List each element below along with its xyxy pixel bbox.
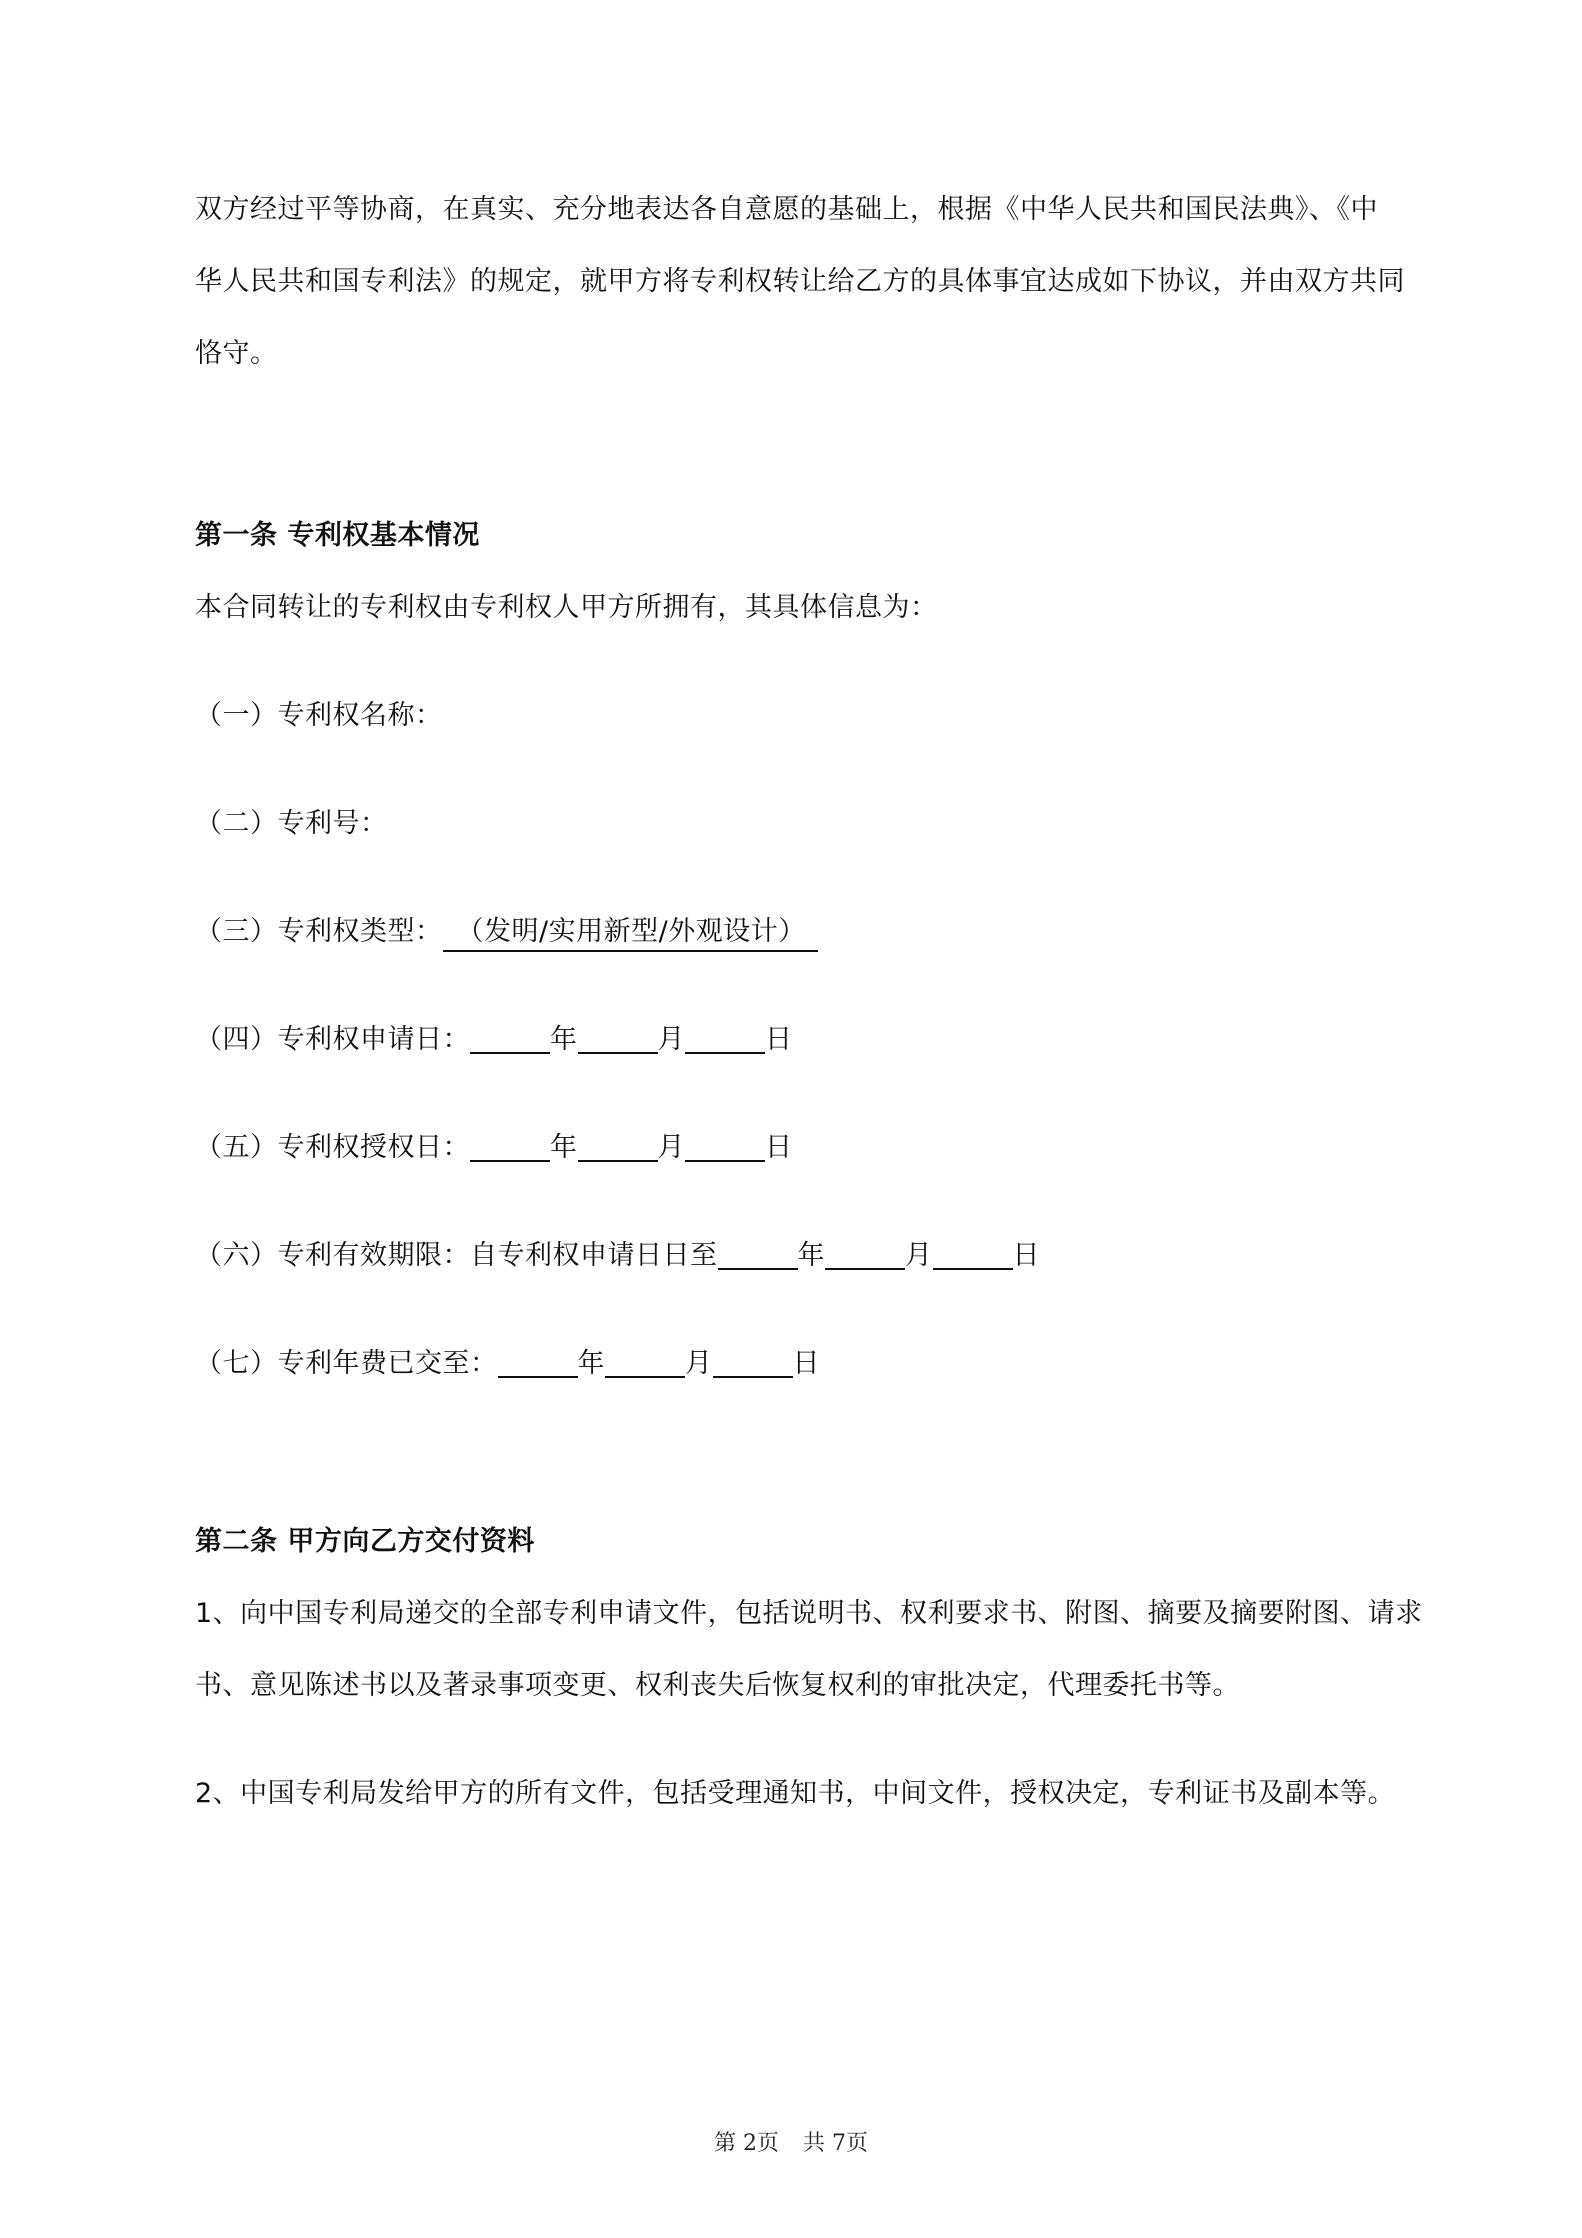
day-unit: 日	[792, 1348, 820, 1379]
validity-year-blank	[718, 1238, 798, 1270]
day-unit: 日	[765, 1132, 793, 1163]
grant-year-blank	[470, 1130, 550, 1162]
patent-number-label: （二）专利号：	[195, 808, 388, 839]
fee-day-blank	[713, 1346, 793, 1378]
month-unit: 月	[657, 1132, 685, 1163]
page-total: 共 7页	[803, 2131, 868, 2156]
year-unit: 年	[550, 1132, 578, 1163]
year-unit: 年	[550, 1024, 578, 1055]
month-unit: 月	[657, 1024, 685, 1055]
annual-fee-label: （七）专利年费已交至：	[195, 1348, 498, 1379]
fee-month-blank	[605, 1346, 685, 1378]
month-unit: 月	[685, 1348, 713, 1379]
article-2-item-2: 2、中国专利局发给甲方的所有文件，包括受理通知书，中间文件，授权决定，专利证书及副本等。	[195, 1778, 1396, 1809]
validity-month-blank	[825, 1238, 905, 1270]
annual-fee-field	[195, 1346, 820, 1382]
patent-name-label: （一）专利权名称：	[195, 700, 443, 731]
patent-type-label: （三）专利权类型：	[195, 916, 443, 947]
apply-day-blank	[685, 1022, 765, 1054]
patent-name-field	[195, 698, 443, 734]
year-unit: 年	[577, 1348, 605, 1379]
page-footer	[0, 2126, 1582, 2157]
intro-line-1: 双方经过平等协商，在真实、充分地表达各自意愿的基础上，根据《中华人民共和国民法典》、《中	[195, 194, 1378, 225]
patent-type-value: （发明/实用新型/外观设计）	[443, 914, 818, 952]
article-1-title: 第一条 专利权基本情况	[195, 520, 480, 551]
apply-month-blank	[578, 1022, 658, 1054]
validity-day-blank	[933, 1238, 1013, 1270]
apply-date-field	[195, 1022, 793, 1058]
article-2-item-1-line-1: 1、向中国专利局递交的全部专利申请文件，包括说明书、权利要求书、附图、摘要及摘要附图、请求	[195, 1598, 1423, 1629]
day-unit: 日	[765, 1024, 793, 1055]
article-2-title: 第二条 甲方向乙方交付资料	[195, 1526, 535, 1557]
page-number: 第 2页	[714, 2131, 779, 2156]
validity-field	[195, 1238, 1040, 1274]
patent-number-field	[195, 806, 388, 842]
month-unit: 月	[905, 1240, 933, 1271]
grant-date-label: （五）专利权授权日：	[195, 1132, 470, 1163]
apply-year-blank	[470, 1022, 550, 1054]
validity-label: （六）专利有效期限：自专利权申请日日至	[195, 1240, 718, 1271]
article-2-item-1-line-2: 书、意见陈述书以及著录事项变更、权利丧失后恢复权利的审批决定，代理委托书等。	[195, 1670, 1240, 1701]
patent-type-field	[195, 914, 818, 952]
year-unit: 年	[797, 1240, 825, 1271]
fee-year-blank	[498, 1346, 578, 1378]
article-1-desc: 本合同转让的专利权由专利权人甲方所拥有，其具体信息为：	[195, 592, 938, 623]
grant-month-blank	[578, 1130, 658, 1162]
intro-line-2: 华人民共和国专利法》的规定，就甲方将专利权转让给乙方的具体事宜达成如下协议，并由双方共同	[195, 266, 1405, 297]
day-unit: 日	[1012, 1240, 1040, 1271]
apply-date-label: （四）专利权申请日：	[195, 1024, 470, 1055]
intro-line-3: 恪守。	[195, 338, 278, 369]
grant-day-blank	[685, 1130, 765, 1162]
grant-date-field	[195, 1130, 793, 1166]
